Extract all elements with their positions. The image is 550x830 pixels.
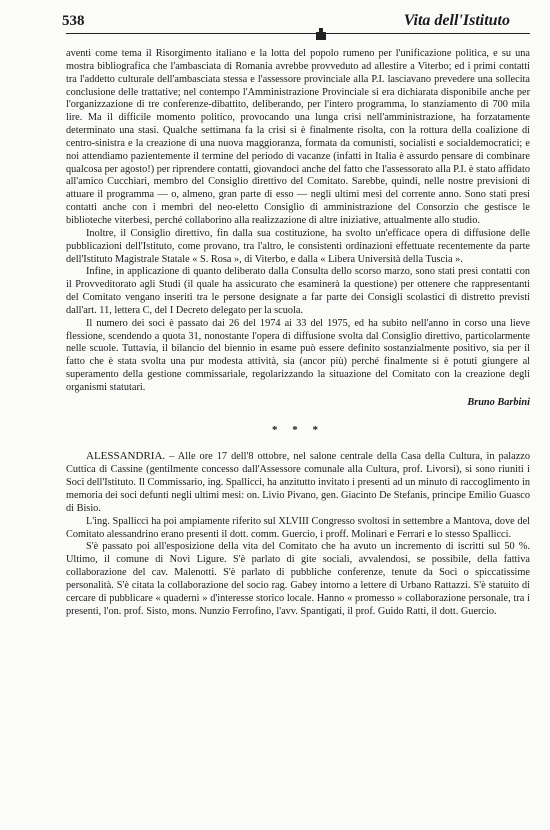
article-body	[66, 48, 530, 618]
paragraph: Infine, in applicazione di quanto deliberato dalla Consulta dello scorso marzo, sono stati presi contatti con il Provveditorato agli Studi (il quale ha assicurato che esaminerà la questione) per ottenere che rappresentanti del Comitato vengano inseriti tra le persone designate a far parte dei Consigli scolastici di distretto previsti dall'art. 11, lettera C, del I Decreto delegato per la scuola.	[66, 266, 530, 316]
section-place-heading: ALESSANDRIA.	[86, 450, 166, 463]
paragraph: aventi come tema il Risorgimento italiano e la lotta del popolo rumeno per l'unificazione politica, e su una mostra bibliografica che l'ambasciata di Romania avrebbe provveduto ad allestire a Viterbo; ed i primi contatti tra l'addetto culturale dell'ambasciata stessa e l'assessore provinciale alla P.I. lasciavano prevedere una sollecita conclusione delle trattative; nel contempo l'Amministrazione Provinciale si era dichiarata disponibile anche per l'organizzazione di tre conferenze-dibattito, deliberando, per l'intero programma, lo stanziamento di 700 mila lire. Ma il difficile momento politico, provocando una lunga crisi nell'amministrazione, ha forzatamente determinato una stasi. Qualche settimana fa la crisi si è finalmente risolta, con la rottura della coalizione di centro-sinistra e la creazione di una nuova maggioranza, formata da comunisti, socialisti e socialdemocratici; e noi attendiamo pazientemente il termine del periodo di vacanze (infatti in Italia è assurdo pensare di combinare qualcosa per agosto!) per riprendere contatti, giovandoci anche del fatto che l'assessorato alla P.I. è stato affidato all'amico Cucchiari, membro del Consiglio direttivo del Comitato. Sarebbe, quindi, nelle nostre previsioni di attuare il programma — o, almeno, gran parte di esso — negli ultimi mesi del corrente anno. Sono stati presi contatti anche con i membri del neo-eletto Consiglio di amministrazione del Consorzio che gestisce le biblioteche viterbesi, perché collaborino alla realizzazione di altre iniziative, attualmente allo studio.	[66, 48, 530, 226]
paragraph: Inoltre, il Consiglio direttivo, fin dalla sua costituzione, ha svolto un'efficace opera di diffusione delle pubblicazioni dell'Istituto, come provano, tra l'altro, le consistenti ordinazioni effettuate recentemente da parte dell'Istituto Magistrale Statale « S. Rosa », di Viterbo, e dalla « Libera Università della Tuscia ».	[66, 227, 530, 265]
section-first-paragraph	[66, 450, 530, 515]
paragraph: L'ing. Spallicci ha poi ampiamente riferito sul XLVIII Congresso svoltosi in settembre a Mantova, dove del Comitato alessandrino erano presenti il dott. comm. Guercio, i proff. Molinari e Ferrari e lo stesso Spallicci.	[66, 515, 530, 540]
page-header	[62, 12, 530, 34]
section-separator: * * *	[272, 423, 324, 436]
author-signature: Bruno Barbini	[467, 396, 530, 408]
running-title: Vita dell'Istituto	[403, 12, 510, 29]
paragraph: Il numero dei soci è passato dai 26 del 1974 ai 33 del 1975, ed ha subito nell'anno in corso una lieve flessione, scendendo a quota 31, nonostante l'opera di diffusione svolta dal Consiglio direttivo, particolarmente nelle scuole. Tuttavia, il bilancio del biennio in esame può essere definito sostanzialmente positivo, sia per il fatto che è stata svolta una pur modesta attività, sia (ancor più) perché finalmente si è potuti giungere al superamento della gestione commissariale, regolarizzando la situazione del Comitato con la creazione degli organismi statutari.	[66, 317, 530, 393]
paragraph: S'è passato poi all'esposizione della vita del Comitato che ha avuto un incremento di iscritti sul 50 %. Ultimo, il comune di Novi Ligure. S'è parlato di gite sociali, avvalendosi, se possibile, della fattiva collaborazione del cav. Malenotti. S'è parlato di pubbliche conferenze, tenute da Soci o spiccatissime personalità. S'è citata la collaborazione del socio rag. Gabey intorno a lettere di Urbano Rattazzi. S'è statuito di cercare di pubblicare « quaderni » d'interesse storico locale. Hanno « promesso » collaborazione personale, tra i presenti, l'on. prof. Sisto, mons. Nunzio Ferrofino, l'avv. Spantigati, il prof. Guido Ratti, il dott. Guercio.	[66, 541, 530, 617]
section-first-text: – Alle ore 17 dell'8 ottobre, nel salone centrale della Casa della Cultura, in palazzo Cuttica di Cassine (gentilmente concesso dall'Assessore comunale alla Cultura, prof. Livorsi), si sono riuniti i Soci dell'Istituto. Il Commissario, ing. Spallicci, ha anzitutto invitato i presenti ad un minuto di raccoglimento in memoria dei soci defunti negli ultimi mesi: on. Livio Pivano, gen. Giacinto De Stefanis, principe Emilio Guasco di Bisio.	[66, 451, 530, 514]
document-page	[62, 12, 530, 618]
page-number: 538	[62, 13, 85, 29]
printer-mark-icon	[316, 32, 326, 40]
